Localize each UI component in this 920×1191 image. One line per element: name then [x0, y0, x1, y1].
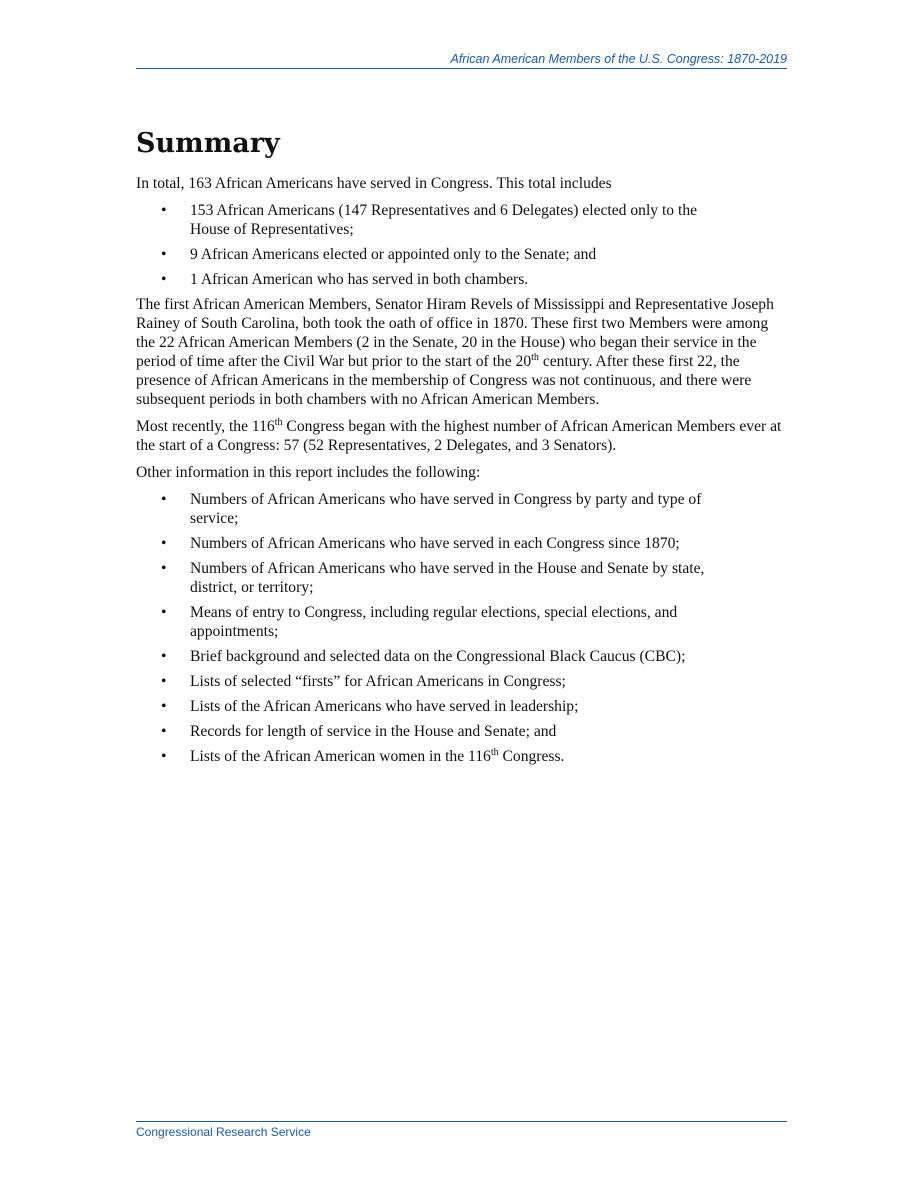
list-item	[136, 201, 725, 239]
member-count-list	[136, 201, 790, 289]
report-contents-list	[136, 490, 790, 766]
list-item-text: 1 African American who has served in both chambers.	[190, 271, 529, 288]
list-item	[136, 270, 725, 289]
list-item	[136, 672, 725, 691]
list-item	[136, 559, 725, 597]
bullet-icon: •	[161, 491, 167, 508]
list-item	[136, 747, 725, 766]
summary-section	[136, 120, 790, 772]
list-item-text: Numbers of African Americans who have served in each Congress since 1870;	[190, 535, 680, 552]
list-item-text: 153 African Americans (147 Representatives and 6 Delegates) elected only to the House of Representatives;	[190, 202, 698, 238]
other-info-intro: Other information in this report includes the following:	[136, 464, 481, 481]
list-item-text-part: Lists of the African American women in the 116	[190, 748, 491, 765]
list-item	[136, 603, 725, 641]
footer-org: Congressional Research Service	[136, 1125, 311, 1139]
list-item-text: Brief background and selected data on the Congressional Black Caucus (CBC);	[190, 648, 686, 665]
ordinal-suffix: th	[490, 746, 499, 758]
list-item-text: Means of entry to Congress, including regular elections, special elections, and appointments;	[190, 604, 678, 640]
paragraph-text: Congress began with the highest number of African American Members ever at the start of a Congress: 57 (52 Representatives, 2 Delegates, and 3 Senators).	[136, 418, 782, 454]
bullet-icon: •	[161, 673, 167, 690]
bullet-icon: •	[161, 535, 167, 552]
bullet-icon: •	[161, 748, 167, 765]
list-item-text	[190, 748, 564, 765]
list-item	[136, 647, 725, 666]
list-item	[136, 722, 725, 741]
ordinal-suffix: th	[274, 416, 283, 428]
page-title: Summary	[136, 128, 280, 159]
bullet-icon: •	[161, 648, 167, 665]
bullet-icon: •	[161, 246, 167, 263]
paragraph-text: century. After these first 22, the presence of African Americans in the membership of Congress was not continuous, and there were subsequent periods in both chambers with no African American Members.	[136, 353, 752, 408]
list-item-text: Lists of selected “firsts” for African Americans in Congress;	[190, 673, 566, 690]
paragraph-text: Most recently, the 116	[136, 418, 275, 435]
list-item-text: Lists of the African Americans who have served in leadership;	[190, 698, 579, 715]
summary-intro: In total, 163 African Americans have served in Congress. This total includes	[136, 175, 612, 192]
bullet-icon: •	[161, 560, 167, 577]
ordinal-suffix: th	[531, 351, 539, 363]
paragraph-text: The first African American Members, Senator Hiram Revels of Mississippi and Representative Joseph Rainey of South Carolina, both took the oath of office in 1870. These first two Members were among the 22 African American Members (2 in the Senate, 20 in the House) who began their service in the period of time after the Civil War but prior to the start of the 20	[136, 296, 774, 370]
running-footer	[136, 1121, 787, 1139]
bullet-icon: •	[161, 698, 167, 715]
list-item-text: Records for length of service in the House and Senate; and	[190, 723, 557, 740]
list-item	[136, 534, 725, 553]
bullet-icon: •	[161, 202, 167, 219]
bullet-icon: •	[161, 271, 167, 288]
bullet-icon: •	[161, 723, 167, 740]
list-item-text-part: Congress.	[498, 748, 565, 765]
list-item	[136, 245, 725, 264]
list-item	[136, 490, 725, 528]
list-item	[136, 697, 725, 716]
running-header-title: African American Members of the U.S. Congress: 1870-2019	[450, 52, 787, 66]
bullet-icon: •	[161, 604, 167, 621]
running-header	[136, 52, 787, 69]
recent-congress-paragraph	[136, 417, 790, 455]
list-item-text: Numbers of African Americans who have served in Congress by party and type of service;	[190, 491, 702, 527]
first-members-paragraph	[136, 295, 790, 409]
list-item-text: 9 African Americans elected or appointed only to the Senate; and	[190, 246, 597, 263]
list-item-text: Numbers of African Americans who have served in the House and Senate by state, district, or territory;	[190, 560, 705, 596]
